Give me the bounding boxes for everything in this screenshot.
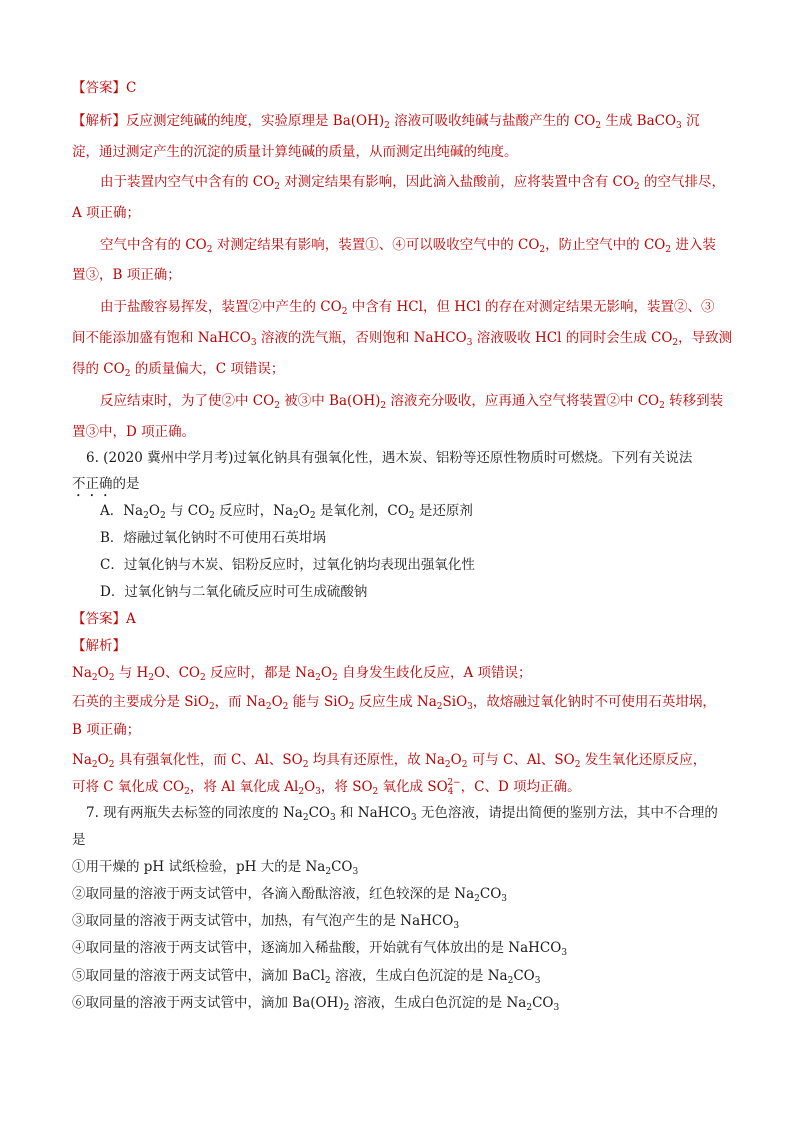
text: 反应测定纯碱的纯度，实验原理是 Ba(OH)	[126, 113, 385, 129]
subscript: 2	[124, 369, 131, 379]
text: 与 H	[114, 665, 149, 681]
subscript: 2	[659, 401, 665, 411]
subscript: 3	[534, 976, 541, 986]
answer-value: C	[126, 80, 137, 96]
text: 沉	[681, 113, 700, 129]
answer-line-q6	[72, 609, 136, 629]
analysis-label: 【解析】	[72, 113, 126, 129]
subscript: 2	[302, 760, 309, 770]
question-6-stem	[86, 448, 692, 468]
text: 被③中 Ba(OH)	[279, 393, 381, 409]
question-6-stem-line2	[72, 474, 140, 500]
answer-label: 【答案】	[72, 611, 126, 627]
text: O、CO	[154, 665, 200, 681]
text: 无色溶液，请提出简便的鉴别方法，其中不合理的	[416, 805, 718, 821]
subscript: 2	[143, 511, 149, 521]
analysis-q5-p4-line2	[72, 328, 732, 348]
text: 溶液吸收 HCl 的同时会生成 CO	[472, 330, 673, 346]
text: 间不能添加盛有饱和 NaHCO	[72, 330, 251, 346]
question-6-option-d	[100, 582, 367, 602]
text: 6. (2020 冀州中学月考)过氧化钠具有强氧化性，遇木炭、铝粉等还原性物质时可燃烧。下列有关说法	[86, 450, 693, 466]
subscript: 4	[447, 787, 454, 797]
text: 溶液，生成白色沉淀的是 Na	[330, 968, 508, 984]
text: ④取同量的溶液于两支试管中，逐滴加入稀盐酸，开始就有气体放出的是 NaHCO	[72, 940, 562, 956]
answer-value: A	[126, 611, 136, 627]
subscript: 2	[293, 511, 299, 521]
text: 溶液的洗气瓶，否则饱和 NaHCO	[256, 330, 467, 346]
text: 反应生成 Na	[354, 694, 437, 710]
subscript: 2	[633, 182, 640, 192]
text: 与 CO	[165, 503, 210, 519]
subscript: 2	[108, 673, 115, 683]
subscript: 2	[461, 760, 468, 770]
question-7-stem-line2	[72, 830, 86, 850]
subscript: 2	[343, 1003, 350, 1013]
answer-line-q5	[72, 78, 136, 98]
question-7-item-2	[72, 884, 507, 904]
analysis-q6-p2	[72, 692, 716, 712]
subscript: 2	[526, 1003, 533, 1013]
text: O	[97, 752, 109, 768]
subscript: 2	[436, 702, 443, 712]
text: 自身发生歧化反应，A 项错误；	[337, 665, 532, 681]
text: 由于盐酸容易挥发，装置②中产生的 CO	[100, 299, 342, 315]
text: Na	[72, 665, 92, 681]
text: CO	[331, 859, 353, 875]
emphasized-text: 不正确	[72, 476, 113, 492]
analysis-q5-p3-line2	[72, 265, 181, 285]
text: 氧化成 SO	[378, 779, 448, 795]
text: 转移到装	[664, 393, 724, 409]
subscript: 3	[501, 894, 508, 904]
subscript: 2	[208, 702, 215, 712]
text: 得的 CO	[72, 361, 125, 377]
subscript: 3	[250, 338, 257, 348]
analysis-label: 【解析】	[72, 638, 126, 654]
subscript: 2	[372, 787, 379, 797]
analysis-q6-p2-line2	[72, 720, 140, 740]
text: 置③，B 项正确；	[72, 267, 181, 283]
subscript: 2	[184, 787, 190, 797]
text: SiO	[442, 694, 468, 710]
text: 溶液可吸收纯碱与盐酸产生的 CO	[389, 113, 596, 129]
analysis-q5-p3	[100, 235, 716, 255]
subscript: 2	[274, 182, 280, 192]
subscript: 2	[206, 245, 213, 255]
subscript: 2	[108, 760, 115, 770]
text: O	[271, 694, 283, 710]
question-7-item-3	[72, 911, 459, 931]
text: O	[298, 503, 310, 519]
subscript: 2	[380, 401, 387, 411]
text: 和 NaHCO	[335, 805, 411, 821]
subscript: 3	[676, 121, 682, 131]
subscript: 3	[466, 338, 473, 348]
subscript: 2	[384, 121, 390, 131]
text: ②取同量的溶液于两支试管中，各滴入酚酞溶液，红色较深的是 Na	[72, 886, 475, 902]
text: ⑥取同量的溶液于两支试管中，滴加 Ba(OH)	[72, 995, 344, 1011]
text: B 项正确；	[72, 722, 141, 738]
subscript: 2	[199, 673, 206, 683]
text: 置③中，D 项正确。	[72, 424, 196, 440]
analysis-q5-p1	[72, 111, 700, 131]
text: O	[97, 665, 109, 681]
text: 石英的主要成分是 SiO	[72, 694, 209, 710]
superscript: 2−	[447, 778, 461, 788]
text: D．过氧化钠与二氧化硫反应时可生成硫酸钠	[100, 584, 368, 600]
text: 空气中含有的 CO	[100, 237, 207, 253]
subscript: 2	[665, 245, 672, 255]
analysis-q6-p1	[72, 663, 532, 683]
text: CO	[479, 886, 502, 902]
subscript: 2	[331, 673, 338, 683]
subscript: 2	[302, 813, 309, 823]
text: 由于装置内空气中含有的 CO	[100, 174, 275, 190]
text: O	[148, 503, 160, 519]
question-7-item-1	[72, 857, 358, 877]
question-7-item-6	[72, 993, 559, 1013]
text: 是还原剂	[414, 503, 473, 519]
subscript: 3	[467, 702, 473, 712]
text: CO	[532, 995, 554, 1011]
text: ③取同量的溶液于两支试管中，加热，有气泡产生的是 NaHCO	[72, 913, 454, 929]
text: O	[320, 665, 332, 681]
text: O	[304, 779, 316, 795]
text: ，防止空气中的 CO	[545, 237, 666, 253]
subscript: 2	[348, 702, 355, 712]
text: 中含有 HCl，但 HCl 的存在对测定结果无影响，装置②、③	[347, 299, 715, 315]
analysis-q5-p5-line2	[72, 422, 195, 442]
text: 进入装	[671, 237, 716, 253]
text: ①用干燥的 pH 试纸检验，pH 大的是 Na	[72, 859, 326, 875]
subscript: 3	[329, 813, 336, 823]
subscript: 2	[539, 245, 546, 255]
subscript: 2	[672, 338, 679, 348]
analysis-q5-p5	[100, 391, 723, 411]
text: 是氧化剂，CO	[315, 503, 409, 519]
subscript: 2	[474, 894, 480, 904]
subscript: 2	[444, 760, 451, 770]
subscript: 3	[410, 813, 417, 823]
question-6-option-b	[100, 528, 326, 548]
text: ，而 Na	[214, 694, 266, 710]
text: 淀，通过测定产生的沉淀的质量计算纯碱的质量，从而测定出纯碱的纯度。	[72, 144, 518, 160]
subscript: 2	[574, 760, 581, 770]
subscript: 2	[148, 673, 155, 683]
text: 具有强氧化性，而 C、Al、SO	[114, 752, 303, 768]
text: 溶液，生成白色沉淀的是 Na	[349, 995, 527, 1011]
analysis-q6-p3-line2	[72, 777, 581, 797]
text: 可与 C、Al、SO	[467, 752, 575, 768]
analysis-q5-p2	[100, 172, 725, 192]
text: 溶液充分吸收，应再通入空气将装置②中 CO	[386, 393, 660, 409]
subscript: 2	[274, 401, 280, 411]
question-6-option-c	[100, 555, 475, 575]
question-7-item-5	[72, 966, 540, 986]
text: 的质量偏大，C 项错误；	[130, 361, 285, 377]
subscript: 3	[352, 867, 359, 877]
subscript: 2	[408, 511, 415, 521]
subscript: 2	[209, 511, 215, 521]
text: C．过氧化钠与木炭、铝粉反应时，过氧化钠均表现出强氧化性	[100, 557, 475, 573]
text: 的是	[112, 476, 140, 492]
text: 生成 BaCO	[601, 113, 677, 129]
subscript: 2	[341, 307, 348, 317]
subscript: 2	[91, 673, 98, 683]
text: A 项正确；	[72, 205, 141, 221]
analysis-q6-p3	[72, 750, 706, 770]
subscript: 2	[282, 702, 289, 712]
text: ⑤取同量的溶液于两支试管中，滴加 BaCl	[72, 968, 325, 984]
subscript: 2	[507, 976, 514, 986]
subscript: 2	[298, 787, 305, 797]
answer-label: 【答案】	[72, 80, 126, 96]
text: 的空气排尽，	[639, 174, 725, 190]
question-6-option-a	[100, 501, 473, 521]
subscript: 2	[324, 976, 331, 986]
subscript: 2	[309, 511, 316, 521]
text: ，导致测	[678, 330, 733, 346]
text: 对测定结果有影响，因此滴入盐酸前，应将装置中含有 CO	[279, 174, 634, 190]
subscript: 2	[91, 760, 98, 770]
analysis-label-q6	[72, 636, 126, 656]
subscript: 2	[315, 673, 321, 683]
text: 7. 现有两瓶失去标签的同浓度的 Na	[86, 805, 303, 821]
text: ，将 Al 氧化成 Al	[189, 779, 299, 795]
text: 反应结束时，为了使②中 CO	[100, 393, 275, 409]
question-7-item-4	[72, 938, 567, 958]
subscript: 2	[265, 702, 272, 712]
text: 可将 C 氧化成 CO	[72, 779, 185, 795]
text: ，将 SO	[320, 779, 373, 795]
text: B．熔融过氧化钠时不可使用石英坩埚	[100, 530, 326, 546]
analysis-q5-p4-line3	[72, 359, 284, 379]
subscript: 2	[159, 511, 166, 521]
subscript: 3	[453, 921, 460, 931]
subscript: 2	[325, 867, 332, 877]
text: 对测定结果有影响，装置①、④可以吸收空气中的 CO	[212, 237, 540, 253]
text: O	[450, 752, 462, 768]
text: 发生氧化还原反应，	[580, 752, 707, 768]
text: CO	[308, 805, 330, 821]
text: 能与 SiO	[288, 694, 349, 710]
subscript: 3	[315, 787, 321, 797]
text: Na	[72, 752, 92, 768]
text: 是	[72, 832, 86, 848]
text: A．Na	[100, 503, 144, 519]
text: 反应时，都是 Na	[205, 665, 316, 681]
question-7-stem	[86, 803, 718, 823]
text: 反应时，Na	[214, 503, 294, 519]
analysis-q5-p2-line2	[72, 203, 140, 223]
subscript: 2	[595, 121, 602, 131]
text: 均具有还原性，故 Na	[308, 752, 445, 768]
analysis-q5-p4	[100, 297, 714, 317]
subscript: 3	[553, 1003, 560, 1013]
text: ，故熔融过氧化钠时不可使用石英坩埚，	[472, 694, 716, 710]
text: ，C、D 项均正确。	[460, 779, 581, 795]
subscript: 3	[561, 948, 568, 958]
text: CO	[513, 968, 535, 984]
analysis-q5-p1-line2	[72, 142, 518, 162]
